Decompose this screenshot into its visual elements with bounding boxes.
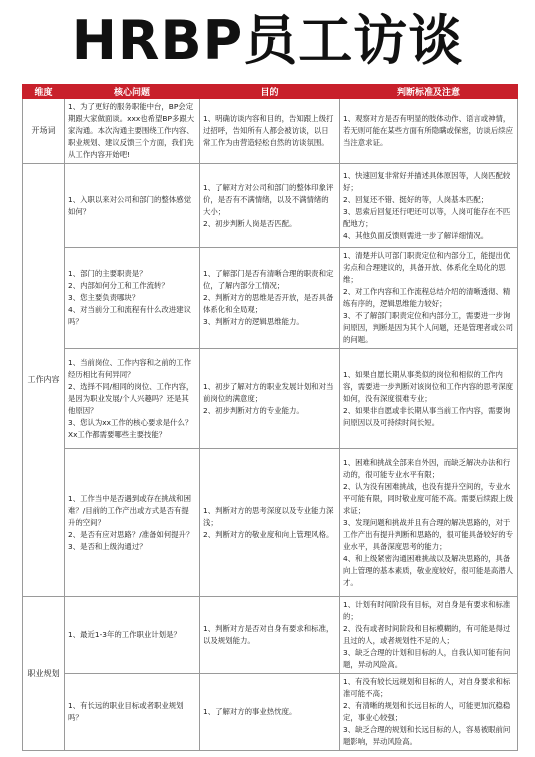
purpose-cell: 1、判断对方是否对自身有要求和标准，以及规划能力。	[200, 597, 340, 674]
criteria-cell: 1、清楚并认可部门职责定位和内部分工，能提出优劣点和合理建议的，具备开放、体系化全局化的思维； 2、对工作内容和工作流程总结介绍的清晰透彻、精练有序的，逻辑思维能力较好； 3、不了解部门职责定位和内部分工，需要进一步询问原因，判断是因为其个人问题，还是管理者或公司的问题。	[340, 248, 518, 349]
header-dimension: 维度	[23, 85, 65, 99]
dimension-cell: 开场词	[23, 99, 65, 164]
header-core-question: 核心问题	[65, 85, 200, 99]
question-cell: 1、有长远的职业目标或者职业规划吗？	[65, 674, 200, 751]
table-row	[23, 597, 518, 674]
purpose-cell: 1、了解部门是否有清晰合理的职责和定位，了解内部分工情况； 2、判断对方的思维是否开放，是否具备体系化和全局观； 3、判断对方的逻辑思维能力。	[200, 248, 340, 349]
question-cell: 1、当前岗位、工作内容和之前的工作经历相比有何异同？ 2、选择不同/相同的岗位、工作内容，是因为职业发展/个人兴趣吗？还是其他原因？ 3、您认为xx工作的核心要求是什么？Xx工作都需要哪些主要技能？	[65, 349, 200, 449]
question-cell: 1、部门的主要职责是？ 2、内部如何分工和工作流转？ 3、您主要负责哪块？ 4、对当前分工和流程有什么改进建议吗？	[65, 248, 200, 349]
purpose-cell: 1、明确访谈内容和目的，告知跟上级打过招呼，告知所有人都会被访谈，以日常工作为由营造轻松自然的访谈氛围。	[200, 99, 340, 164]
table-row	[23, 164, 518, 248]
header-purpose: 目的	[200, 85, 340, 99]
criteria-cell: 1、困难和挑战全部来自外因，而缺乏解决办法和行动的，很可能专业水平有限； 2、认为没有困难挑战，也没有提升空间的，专业水平可能有限，同时敬业度可能不高。需要后续跟上级求证； 3、发现问题和挑战并且有合理的解决思路的，对于工作产出有提升判断和思路的，很可能具备较好的专业水平，具备深度思考的能力； 4、和上级紧密沟通困难挑战以及解决思路的，具备向上管理的基本素质，敬业度较好，很可能是高潜人才。	[340, 449, 518, 597]
table-row	[23, 248, 518, 349]
criteria-cell: 1、计划有时间阶段有目标，对自身是有要求和标准的； 2、没有或者时间阶段和目标模糊的，有可能是得过且过的人，或者规划性不足的人； 3、缺乏合理的计划和目标的人，自我认知可能有问题，异动风险高。	[340, 597, 518, 674]
criteria-cell: 1、如果自愿长期从事类似的岗位和相似的工作内容，需要进一步判断对该岗位和工作内容的思考深度如何，没有深度很难专业； 2、如果非自愿或非长期从事当前工作内容，需要询问原因以及可持续时间长短。	[340, 349, 518, 449]
purpose-cell: 1、了解对方对公司和部门的整体印象评价，是否有不满情绪，以及不满情绪的大小； 2、初步判断人岗是否匹配。	[200, 164, 340, 248]
table-row	[23, 349, 518, 449]
criteria-cell: 1、有没有较长远规划和目标的人，对自身要求和标准可能不高； 2、有清晰的规划和长远目标的人，可能更加沉稳稳定，事业心较强； 3、缺乏合理的规划和长远目标的人，容易被眼前问题影响，异动风险高。	[340, 674, 518, 751]
criteria-cell: 1、观察对方是否有明显的肢体动作、语言或神情，若无则可能在某些方面有所隐瞒或保密，访谈后续应当注意求证。	[340, 99, 518, 164]
question-cell: 1、为了更好的服务职能中台，BP会定期跟大家做面谈。xxx也希望BP多跟大家沟通。本次沟通主要围绕工作内容、职业规划、建议反馈三个方面，我们先从工作内容开始吧!	[65, 99, 200, 164]
table-row	[23, 99, 518, 164]
question-cell: 1、工作当中是否遇到或存在挑战和困难？/目前的工作产出或方式是否有提升的空间？ 2、是否有应对思路？/准备如何提升？ 3、是否和上级沟通过？	[65, 449, 200, 597]
dimension-cell: 工作内容	[23, 164, 65, 597]
purpose-cell: 1、了解对方的事业热忱度。	[200, 674, 340, 751]
question-cell: 1、入职以来对公司和部门的整体感觉如何？	[65, 164, 200, 248]
dimension-cell: 职业规划	[23, 597, 65, 751]
interview-table	[22, 84, 518, 751]
table-row	[23, 449, 518, 597]
table-header-row	[23, 85, 518, 99]
question-cell: 1、最近1-3年的工作职业计划是？	[65, 597, 200, 674]
purpose-cell: 1、初步了解对方的职业发展计划和对当前岗位的满意度； 2、初步判断对方的专业能力。	[200, 349, 340, 449]
header-criteria: 判断标准及注意	[340, 85, 518, 99]
table-row	[23, 674, 518, 751]
criteria-cell: 1、快速回复非常好并描述具体原因等，人岗匹配较好； 2、回复还不错、挺好的等，人岗基本匹配； 3、思索后回复还行吧还可以等，人岗可能存在不匹配地方； 4、其他负面反馈则需进一步了解详细情况。	[340, 164, 518, 248]
purpose-cell: 1、判断对方的思考深度以及专业能力深浅； 2、判断对方的敬业度和向上管理风格。	[200, 449, 340, 597]
page-title: HRBP员工访谈	[71, 9, 464, 72]
